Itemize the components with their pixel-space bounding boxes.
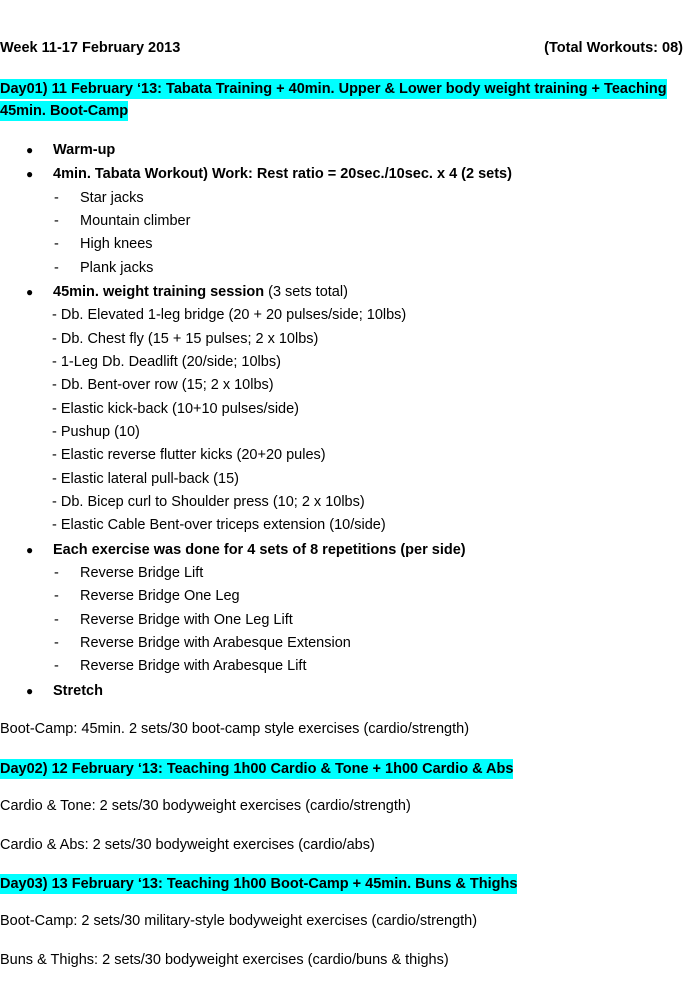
tabata-item: Plank jacks (80, 260, 154, 276)
week-title: Week 11-17 February 2013 (0, 40, 181, 56)
day02-line1: Cardio & Tone: 2 sets/30 bodyweight exercises (cardio/strength) (0, 798, 411, 814)
bridge-item: Reverse Bridge One Leg (80, 588, 240, 604)
weight-item: - Db. Bicep curl to Shoulder press (10; 2 x 10lbs) (52, 494, 365, 510)
stretch-label: Stretch (53, 683, 103, 699)
bridge-item: Reverse Bridge with One Leg Lift (80, 612, 293, 628)
weight-item: - Db. Elevated 1-leg bridge (20 + 20 pulses/side; 10lbs) (52, 307, 407, 323)
bridge-item: Reverse Bridge Lift (80, 565, 204, 581)
weight-item: - Elastic lateral pull-back (15) (52, 471, 239, 487)
day03-heading: Day03) 13 February ‘13: Teaching 1h00 Boot-Camp + 45min. Buns & Thighs (0, 876, 518, 892)
bullet-icon: ● (26, 167, 34, 181)
day02-line2: Cardio & Abs: 2 sets/30 bodyweight exercises (cardio/abs) (0, 837, 375, 853)
day01-heading-line1: Day01) 11 February ‘13: Tabata Training + 40min. Upper & Lower body weight training + Teaching (0, 81, 667, 97)
bridge-item: Reverse Bridge with Arabesque Lift (80, 658, 307, 674)
weight-title (53, 283, 348, 301)
bridge-item: Reverse Bridge with Arabesque Extension (80, 635, 351, 651)
bullet-icon: ● (26, 143, 34, 157)
weight-item: - Elastic kick-back (10+10 pulses/side) (52, 401, 300, 417)
dash-icon: - (54, 612, 59, 628)
bullet-icon: ● (26, 543, 34, 557)
tabata-item: Star jacks (80, 190, 144, 206)
weight-item: - Elastic Cable Bent-over triceps extension (10/side) (52, 517, 386, 533)
day01-bootcamp: Boot-Camp: 45min. 2 sets/30 boot-camp style exercises (cardio/strength) (0, 721, 470, 737)
day03-line2: Buns & Thighs: 2 sets/30 bodyweight exercises (cardio/buns & thighs) (0, 952, 449, 968)
dash-icon: - (54, 236, 59, 252)
dash-icon: - (54, 190, 59, 206)
tabata-item: Mountain climber (80, 213, 191, 229)
tabata-item: High knees (80, 236, 153, 252)
day03-line1: Boot-Camp: 2 sets/30 military-style bodyweight exercises (cardio/strength) (0, 913, 478, 929)
total-workouts: (Total Workouts: 08) (544, 40, 683, 56)
weight-item: - 1-Leg Db. Deadlift (20/side; 10lbs) (52, 354, 281, 370)
dash-icon: - (54, 565, 59, 581)
weight-item: - Elastic reverse flutter kicks (20+20 pules) (52, 447, 326, 463)
weight-item: - Pushup (10) (52, 424, 140, 440)
weight-title-rest: (3 sets total) (264, 284, 348, 300)
weight-title-bold: 45min. weight training session (53, 284, 265, 300)
weight-item: - Db. Bent-over row (15; 2 x 10lbs) (52, 377, 274, 393)
dash-icon: - (54, 260, 59, 276)
tabata-title: 4min. Tabata Workout) Work: Rest ratio = 20sec./10sec. x 4 (2 sets) (53, 166, 512, 182)
dash-icon: - (54, 213, 59, 229)
day01-heading-line2: 45min. Boot-Camp (0, 103, 129, 119)
warmup-label: Warm-up (53, 142, 116, 158)
day02-heading: Day02) 12 February ‘13: Teaching 1h00 Cardio & Tone + 1h00 Cardio & Abs (0, 761, 514, 777)
dash-icon: - (54, 635, 59, 651)
each-exercise-title: Each exercise was done for 4 sets of 8 repetitions (per side) (53, 542, 466, 558)
bullet-icon: ● (26, 684, 34, 698)
dash-icon: - (54, 658, 59, 674)
bullet-icon: ● (26, 285, 34, 299)
dash-icon: - (54, 588, 59, 604)
weight-item: - Db. Chest fly (15 + 15 pulses; 2 x 10lbs) (52, 331, 319, 347)
